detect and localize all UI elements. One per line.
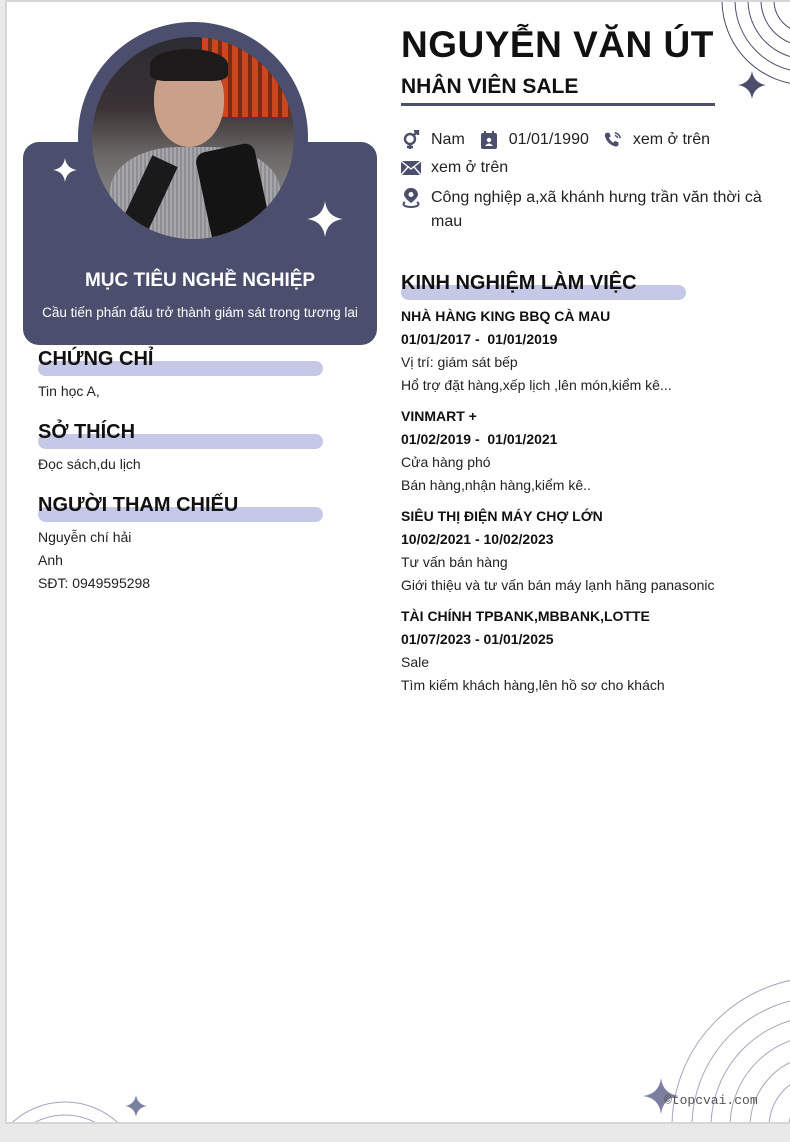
job-dates: 01/01/2017 - 01/01/2019: [401, 331, 558, 347]
sparkle-icon: [737, 70, 767, 100]
company-name: SIÊU THỊ ĐIỆN MÁY CHỢ LỚN: [401, 508, 603, 524]
email-value: xem ở trên: [431, 159, 509, 176]
reference-phone: SĐT: 0949595298: [38, 575, 151, 591]
company-name: NHÀ HÀNG KING BBQ CÀ MAU: [401, 308, 611, 324]
experience-section: [401, 272, 790, 697]
full-name: NGUYỄN VĂN ÚT: [401, 24, 714, 65]
experience-item: [401, 305, 790, 397]
watermark: ©topcvai.com: [664, 1093, 758, 1108]
address-value: Công nghiệp a,xã khánh hưng trần văn thời cà mau: [431, 189, 762, 230]
certificate-item: Tin học A,: [38, 383, 100, 399]
references-title: NGƯỜI THAM CHIẾU: [38, 494, 239, 516]
job-position: Cửa hàng phó: [401, 454, 491, 470]
avatar: [92, 37, 294, 239]
title-underline: [401, 103, 715, 106]
location-pin-icon: [401, 188, 421, 208]
job-description: Bán hàng,nhận hàng,kiểm kê..: [401, 477, 591, 493]
job-dates: 10/02/2021 - 10/02/2023: [401, 531, 554, 547]
reference-relation: Anh: [38, 552, 63, 568]
section-heading: [38, 348, 328, 376]
sparkle-icon: [124, 1094, 148, 1118]
experience-item: [401, 605, 790, 697]
phone-value: xem ở trên: [632, 131, 711, 148]
resume-page: [5, 0, 790, 1124]
gender-value: Nam: [431, 131, 465, 148]
birthday-value: 01/01/1990: [508, 131, 589, 148]
job-description: Hổ trợ đặt hàng,xếp lịch ,lên món,kiểm kê...: [401, 377, 672, 393]
job-description: Giới thiệu và tư vấn bán máy lạnh hãng panasonic: [401, 577, 715, 593]
section-heading: [38, 494, 328, 522]
certificates-section: [38, 348, 328, 403]
objective-title: MỤC TIÊU NGHỀ NGHIỆP: [84, 270, 316, 291]
contact-row-2: [401, 158, 508, 178]
company-name: TÀI CHÍNH TPBANK,MBBANK,LOTTE: [401, 608, 650, 624]
job-position: Sale: [401, 654, 430, 670]
reference-name: Nguyễn chí hải: [38, 529, 132, 545]
contact-row-3: [401, 186, 771, 234]
company-name: VINMART +: [401, 408, 477, 424]
job-position: Vị trí: giám sát bếp: [401, 354, 518, 370]
certificates-title: CHỨNG CHỈ: [38, 348, 154, 370]
section-heading: [38, 421, 328, 449]
hobby-item: Đọc sách,du lịch: [38, 456, 141, 472]
contact-row-1: [401, 130, 710, 150]
job-description: Tìm kiếm khách hàng,lên hồ sơ cho khách: [401, 677, 665, 693]
gender-icon: [401, 130, 421, 150]
job-position: Tư vấn bán hàng: [401, 554, 508, 570]
hobbies-section: [38, 421, 328, 476]
job-dates: 01/02/2019 - 01/01/2021: [401, 431, 558, 447]
envelope-icon: [401, 158, 421, 178]
phone-icon: [603, 130, 623, 150]
job-title: NHÂN VIÊN SALE: [401, 75, 579, 98]
hobbies-title: SỞ THÍCH: [38, 421, 136, 443]
section-heading: [401, 272, 790, 300]
objective-text: Cầu tiến phấn đấu trở thành giám sát trong tương lai: [42, 305, 358, 320]
sparkle-icon: [306, 200, 344, 238]
experience-item: [401, 505, 790, 597]
experience-title: KINH NGHIỆM LÀM VIỆC: [401, 272, 637, 294]
sparkle-icon: [52, 157, 78, 183]
references-section: [38, 494, 328, 595]
job-dates: 01/07/2023 - 01/01/2025: [401, 631, 554, 647]
calendar-icon: [479, 130, 499, 150]
experience-item: [401, 405, 790, 497]
